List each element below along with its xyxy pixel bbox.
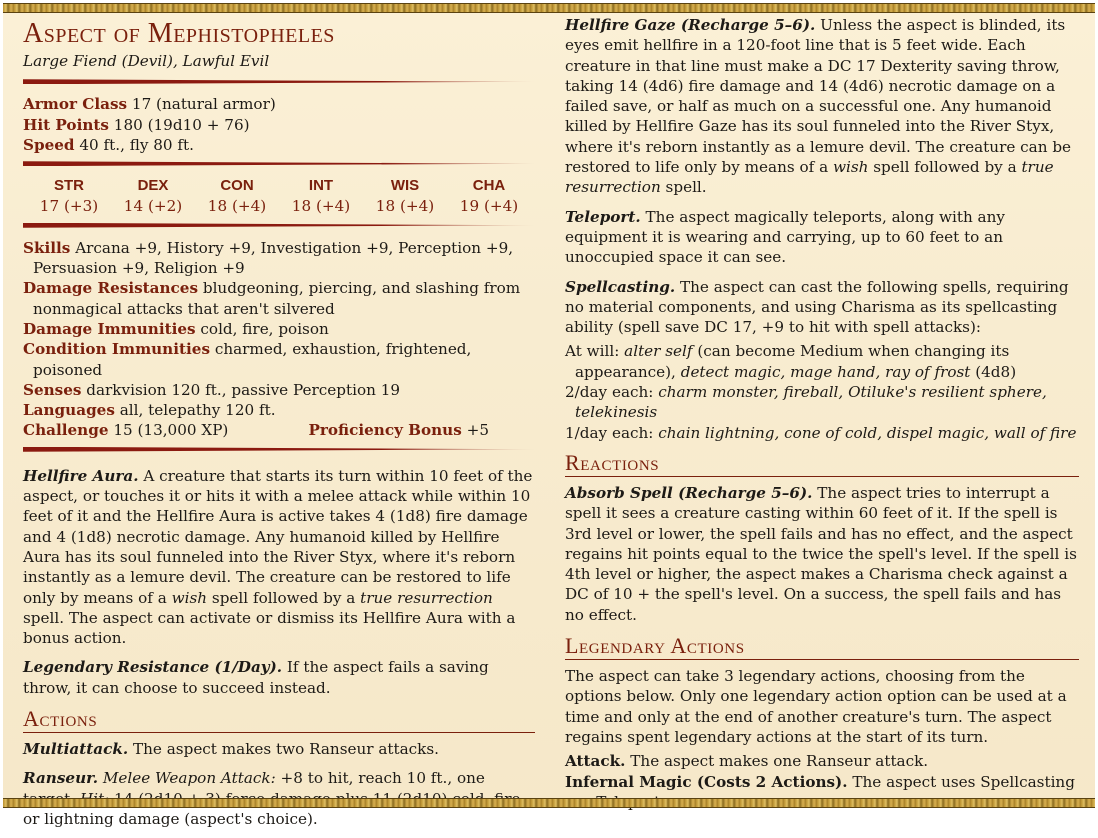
right-column xyxy=(565,15,1079,812)
ability-con: CON 18 (+4) xyxy=(207,177,267,216)
damage-resistances: Damage Resistances bludgeoning, piercing, and slashing from nonmagical attacks that aren't silvered xyxy=(23,279,521,318)
challenge: Challenge 15 (13,000 XP) xyxy=(23,421,229,440)
spells-1-day: 1/day each: chain lightning, cone of cold, dispel magic, wall of fire xyxy=(565,423,1077,442)
trait-legendary-resistance: Legendary Resistance (1/Day). If the aspect fails a saving throw, it can choose to succeed instead. xyxy=(23,658,489,697)
hit-points: Hit Points 180 (19d10 + 76) xyxy=(23,115,250,134)
divider xyxy=(23,447,535,452)
ability-str: STR 17 (+3) xyxy=(39,177,99,216)
damage-immunities: Damage Immunities cold, fire, poison xyxy=(23,319,329,338)
languages: Languages all, telepathy 120 ft. xyxy=(23,401,276,420)
speed: Speed 40 ft., fly 80 ft. xyxy=(23,135,194,154)
action-hellfire-gaze: Hellfire Gaze (Recharge 5–6). Unless the aspect is blinded, its eyes emit hellfire in a 120-foot line that is 5 feet wide. Each creature in that line must make a DC 17 Dexterity saving throw, taking 14 (4d6) fire damage and 14 (4d6) necrotic damage on a failed save, or half as much on a successful one. Any humanoid killed by Hellfire Gaze has its soul funneled into the River Styx, where it's reborn instantly as a lemure devil. The creature can be restored to life only by means of a wish spell followed by a true resurrection spell. xyxy=(565,16,1072,197)
reaction-absorb-spell: Absorb Spell (Recharge 5–6). The aspect tries to interrupt a spell it sees a creature casting within 60 feet of it. If the spell is 3rd level or lower, the spell fails and has no effect, and the aspect regains hit points equal to the twice the spell's level. If the spell is 4th level or higher, the aspect makes a Charisma check against a DC of 10 + the spell's level. On a success, the spell fails and has no effect. xyxy=(565,483,1077,624)
condition-immunities: Condition Immunities charmed, exhaustion, frightened, poisoned xyxy=(23,340,472,379)
ability-wis: WIS 18 (+4) xyxy=(375,177,435,216)
creature-type: Large Fiend (Devil), Lawful Evil xyxy=(23,52,270,70)
ability-int: INT 18 (+4) xyxy=(291,177,351,216)
trait-hellfire-aura: Hellfire Aura. A creature that starts its turn within 10 feet of the aspect, or touches it or hits it with a melee attack while within 10 feet of it and the Hellfire Aura is active takes 4 (1d8) fire damage and 4 (1d8) necrotic damage. Any humanoid killed by Hellfire Aura has its soul funneled into the River Styx, where it's reborn instantly as a lemure devil. The creature can be restored to life only by means of a wish spell followed by a true resurrection spell. The aspect can activate or dismiss its Hellfire Aura with a bonus action. xyxy=(23,466,533,648)
legendary-intro: The aspect can take 3 legendary actions, choosing from the options below. Only one legendary action option can be used at a time and only at the end of another creature's turn. The aspect regains spent legendary actions at the start of its turn. xyxy=(565,667,1067,746)
stat-block xyxy=(3,3,1095,828)
spells-at-will: At will: alter self (can become Medium when changing its appearance), detect magic, mage hand, ray of frost (4d8) xyxy=(565,342,1017,381)
creature-name: Aspect of Mephistopheles xyxy=(23,18,335,49)
legendary-infernal-magic: Infernal Magic (Costs 2 Actions). The aspect uses Spellcasting xyxy=(565,772,1075,791)
divider xyxy=(23,161,535,166)
reactions-heading: Reactions xyxy=(565,451,1079,477)
senses: Senses darkvision 120 ft., passive Perception 19 xyxy=(23,380,401,399)
divider xyxy=(23,79,535,84)
action-spellcasting: Spellcasting. The aspect can cast the following spells, requiring no material components, and using Charisma as its spellcasting ability (spell save DC 17, +9 to hit with spell attacks): xyxy=(565,277,1069,337)
action-teleport: Teleport. The aspect magically teleports, along with any equipment it is wearing and carrying, up to 60 feet to an unoccupied space it can see. xyxy=(565,207,1005,267)
top-border xyxy=(3,3,1095,13)
proficiency-bonus: Proficiency Bonus +5 xyxy=(308,421,489,440)
skills: Skills Arcana +9, History +9, Investigation +9, Perception +9, Persuasion +9, Religion +9 xyxy=(23,238,514,278)
action-multiattack: Multiattack. The aspect makes two Ranseur attacks. xyxy=(23,740,439,759)
spells-2-day: 2/day each: charm monster, fireball, Otiluke's resilient sphere, telekinesis xyxy=(565,383,1047,422)
action-ranseur: Ranseur. Melee Weapon Attack: +8 to hit, reach 10 ft., one or lightning damage (aspect's choice). xyxy=(23,769,485,828)
legendary-actions-heading: Legendary Actions xyxy=(565,634,1079,660)
challenge-row xyxy=(23,420,535,440)
actions-heading: Actions xyxy=(23,707,535,733)
divider xyxy=(23,223,535,228)
legendary-attack: Attack. The aspect makes one Ranseur attack. xyxy=(565,752,929,771)
bottom-border xyxy=(3,798,1095,808)
ability-dex: DEX 14 (+2) xyxy=(123,177,183,216)
ability-scores xyxy=(27,176,531,217)
ability-cha: CHA 19 (+4) xyxy=(459,177,519,216)
left-column xyxy=(23,15,535,838)
armor-class: Armor Class 17 (natural armor) xyxy=(23,95,276,114)
